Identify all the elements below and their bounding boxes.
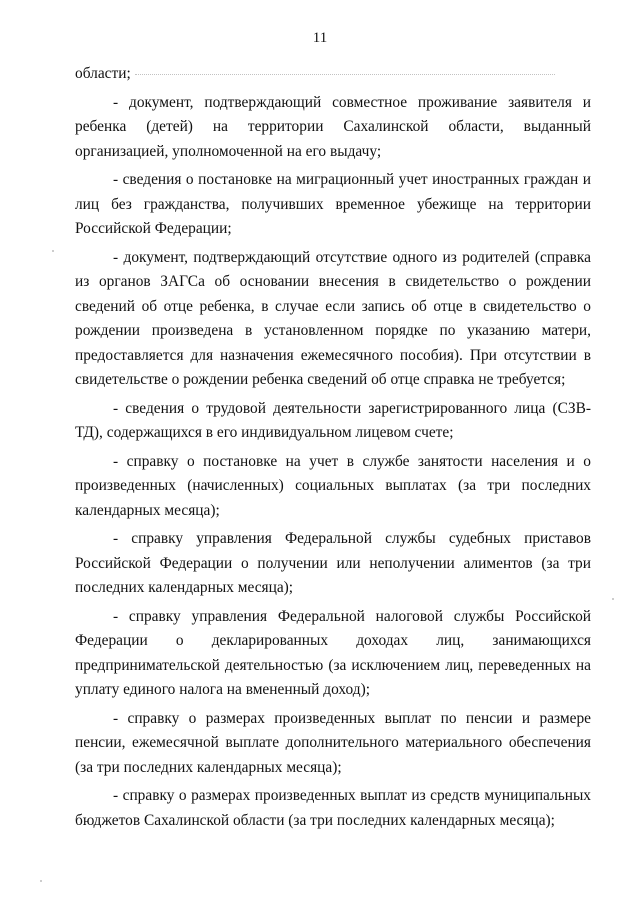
list-item-employment-records: - сведения о трудовой деятельности зарегистрированного лица (СЗВ-ТД), содержащихся в его индивидуальном лицевом счете; bbox=[75, 399, 591, 441]
list-item-tax-income-certificate: - справку управления Федеральной налоговой службы Российской Федерации о декларированных доходах лиц, занимающихся предпринимательской деятельностью (за исключением лиц, переведенных на уплату единого налога на вмененный доход); bbox=[75, 607, 591, 698]
page-number: 11 bbox=[312, 30, 328, 46]
scan-speck bbox=[52, 250, 54, 252]
list-item-employment-service-certificate: - справку о постановке на учет в службе занятости населения и о произведенных (начисленных) социальных выплатах (за три последних календарных месяца); bbox=[75, 452, 591, 519]
list-item-absent-parent-document: - документ, подтверждающий отсутствие одного из родителей (справка из органов ЗАГСа об основании внесения в свидетельство о рождении сведений об отце ребенка, в случае если запись об отце в свидетельство о рождении произведена в установленном порядке по указанию матери, предоставляется для назначения ежемесячного пособия). При отсутствии в свидетельстве о рождении ребенка сведений об отце справка не требуется; bbox=[75, 248, 591, 388]
list-item-pension-certificate: - справку о размерах произведенных выплат по пенсии и размере пенсии, ежемесячной выплате дополнительного материального обеспечения (за три последних календарных месяца); bbox=[75, 709, 591, 776]
continuation-line bbox=[75, 62, 591, 87]
continuation-text: области; bbox=[75, 65, 131, 82]
document-body bbox=[75, 62, 591, 833]
list-item-joint-residence-document: - документ, подтверждающий совместное проживание заявителя и ребенка (детей) на территории Сахалинской области, выданный организацией, уполномоченной на его выдачу; bbox=[75, 93, 591, 160]
list-item-bailiff-alimony-certificate: - справку управления Федеральной службы судебных приставов Российской Федерации о получении или неполучении алиментов (за три последних календарных месяца); bbox=[75, 530, 591, 596]
list-item-migration-registration: - сведения о постановке на миграционный учет иностранных граждан и лиц без гражданства, получивших временное убежище на территории Российской Федерации; bbox=[75, 171, 591, 237]
scan-speck bbox=[612, 598, 614, 600]
scan-speck bbox=[40, 880, 42, 882]
list-item-municipal-payments-certificate: - справку о размерах произведенных выплат из средств муниципальных бюджетов Сахалинской области (за три последних календарных месяца); bbox=[75, 787, 591, 829]
scan-noise-mark bbox=[135, 73, 555, 75]
